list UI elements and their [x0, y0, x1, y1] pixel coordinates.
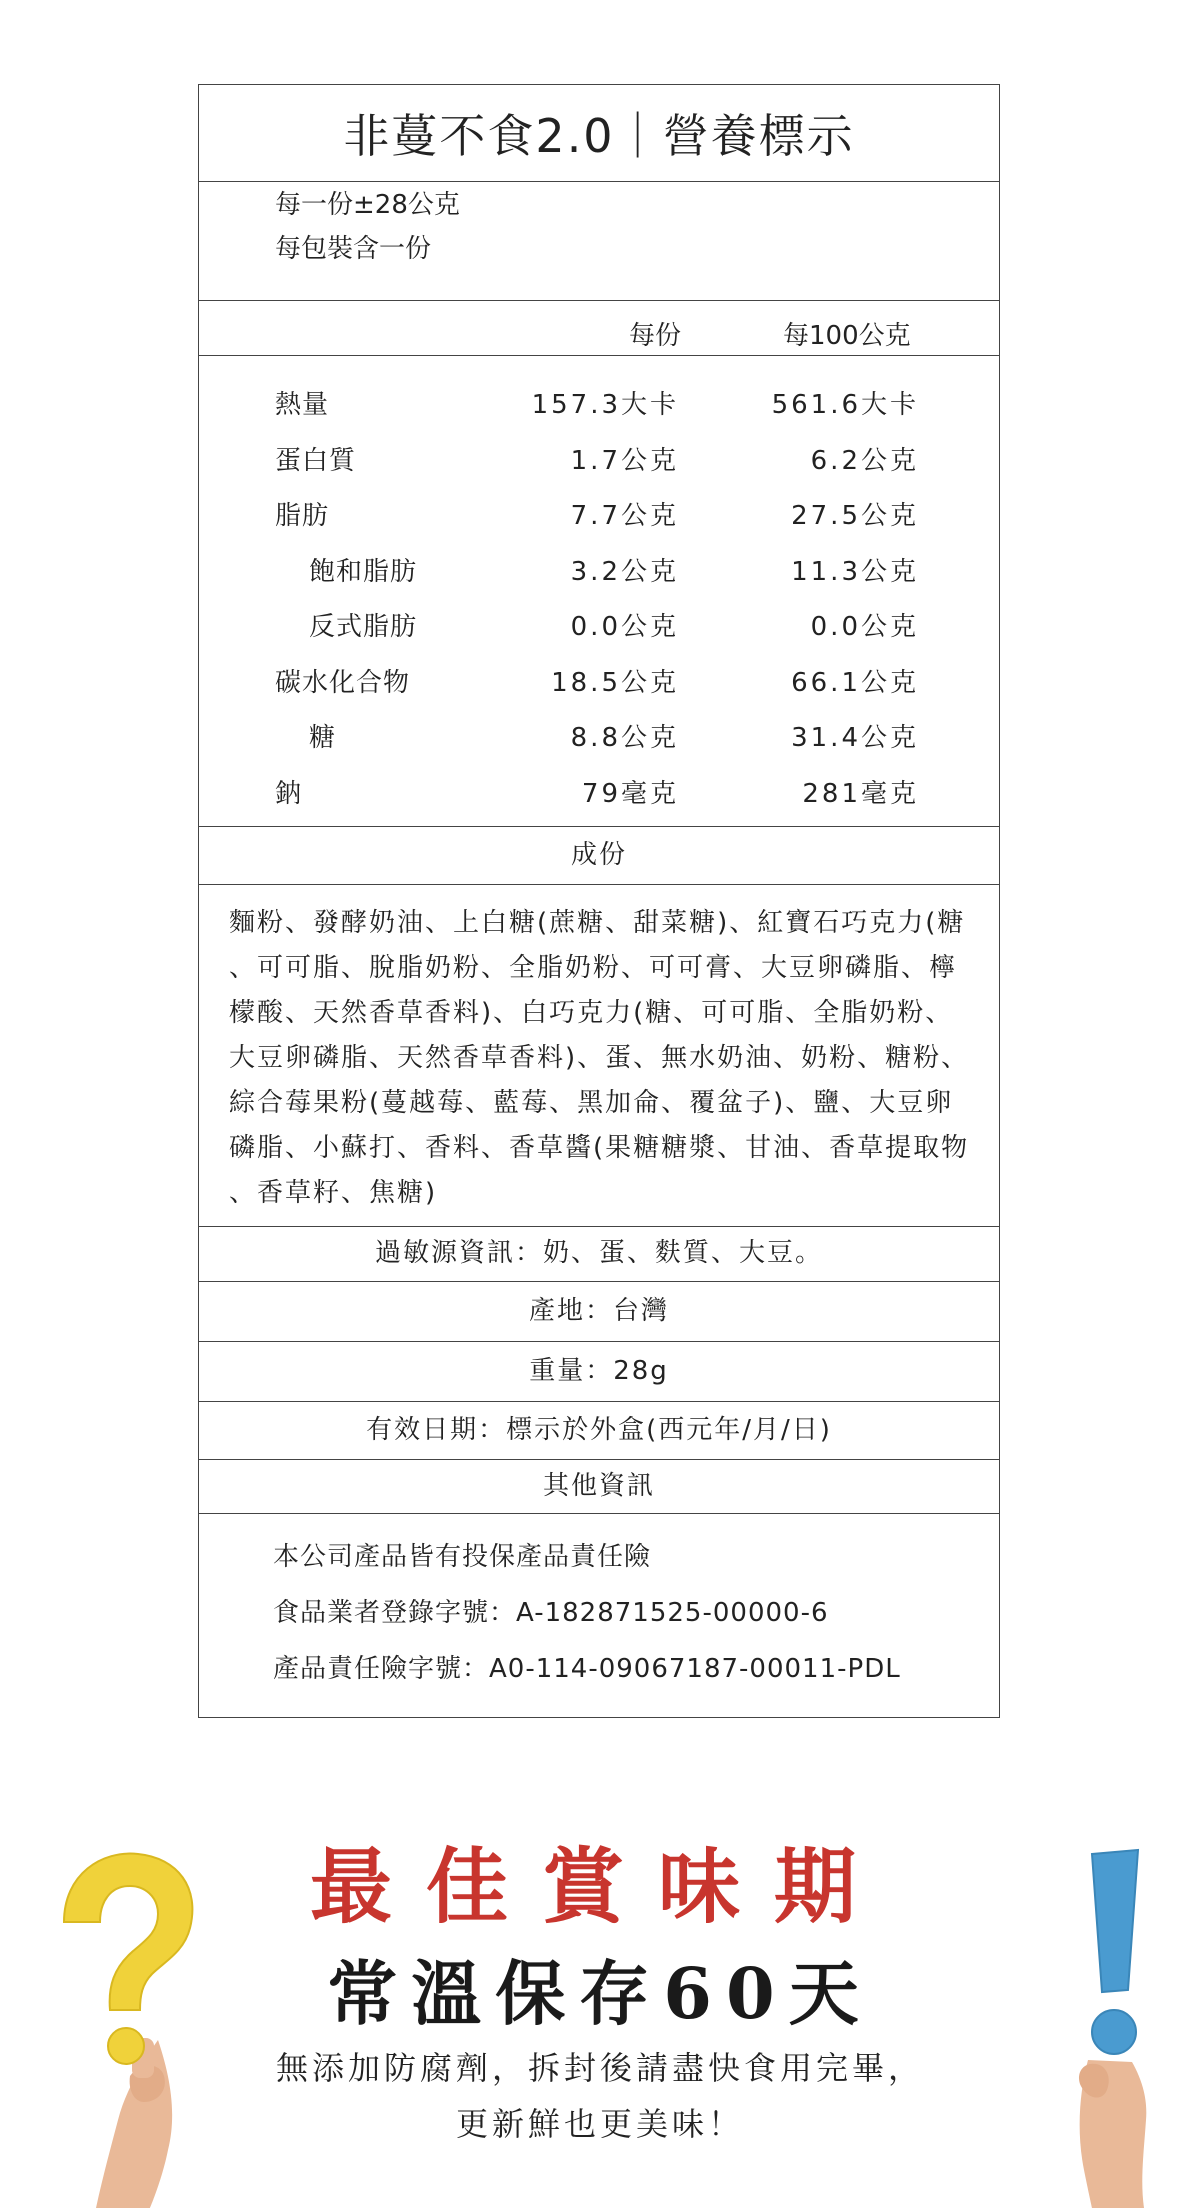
- nutrient-label: 蛋白質: [275, 446, 357, 476]
- promo-description: [0, 2040, 1200, 2152]
- other-info-heading: 其他資訊: [542, 1471, 655, 1501]
- column-header-per-serving: 每份: [629, 321, 682, 351]
- column-header-per-100g: 每100公克: [783, 321, 911, 351]
- value-per-100g: 11.3公克: [791, 557, 919, 587]
- column-header-row: [199, 303, 999, 357]
- nutrient-label: 反式脂肪: [309, 612, 418, 642]
- nutrient-label: 碳水化合物: [275, 668, 411, 698]
- serving-info: [275, 183, 999, 271]
- ingredients-line: 檬酸、天然香草香料)、白巧克力(糖、可可脂、全脂奶粉、: [229, 998, 954, 1028]
- nutrition-row: [199, 377, 999, 433]
- divider: [199, 1513, 999, 1514]
- other-info-list: [273, 1529, 901, 1697]
- divider: [199, 300, 999, 301]
- nutrition-row: [199, 599, 999, 655]
- value-per-serving: 79毫克: [581, 779, 679, 809]
- origin-info: 產地：台灣: [528, 1296, 669, 1326]
- other-info-line: 本公司產品皆有投保產品責任險: [273, 1542, 652, 1572]
- ingredients-line: 大豆卵磷脂、天然香草香料)、蛋、無水奶油、奶粉、糖粉、: [229, 1043, 970, 1073]
- ingredients-line: 、香草籽、焦糖): [229, 1178, 438, 1208]
- other-info-line: 產品責任險字號：A0-114-09067187-00011-PDL: [273, 1654, 901, 1684]
- value-per-100g: 27.5公克: [791, 501, 919, 531]
- storage-duration: 常溫保存60天: [327, 1952, 873, 2035]
- nutrient-label: 脂肪: [275, 501, 330, 531]
- expiry-info: 有效日期：標示於外盒(西元年/月/日): [366, 1415, 832, 1445]
- nutrition-row: [199, 544, 999, 600]
- value-per-serving: 8.8公克: [570, 723, 679, 753]
- serving-size: 每一份±28公克: [275, 190, 460, 220]
- page-title: 非蔓不食2.0｜營養標示: [343, 109, 855, 163]
- weight-info: 重量：28g: [529, 1356, 669, 1386]
- nutrition-row: [199, 488, 999, 544]
- nutrition-row: [199, 766, 999, 822]
- promo-description-line: 更新鮮也更美味！: [455, 2105, 744, 2143]
- nutrient-label: 飽和脂肪: [309, 557, 418, 587]
- value-per-serving: 1.7公克: [570, 446, 679, 476]
- nutrient-label: 糖: [309, 723, 337, 753]
- servings-per-package: 每包裝含一份: [275, 234, 432, 264]
- ingredients-line: 磷脂、小蘇打、香料、香草醬(果糖糖漿、甘油、香草提取物: [229, 1133, 970, 1163]
- nutrition-row: [199, 655, 999, 711]
- value-per-serving: 7.7公克: [570, 501, 679, 531]
- value-per-100g: 0.0公克: [810, 612, 919, 642]
- divider: [199, 884, 999, 885]
- ingredients-line: 綜合莓果粉(蔓越莓、藍莓、黑加侖、覆盆子)、鹽、大豆卵: [229, 1088, 954, 1118]
- ingredients-line: 、可可脂、脫脂奶粉、全脂奶粉、可可膏、大豆卵磷脂、檸: [229, 953, 958, 983]
- divider: [199, 181, 999, 182]
- nutrient-label: 鈉: [275, 779, 303, 809]
- nutrient-label: 熱量: [275, 390, 330, 420]
- nutrition-label-panel: [198, 84, 1000, 1718]
- ingredients-list: [229, 901, 979, 1216]
- nutrition-row: [199, 710, 999, 766]
- divider: [199, 355, 999, 356]
- promo-description-line: 無添加防腐劑，拆封後請盡快食用完畢，: [275, 2049, 924, 2087]
- allergen-info: 過敏源資訊：奶、蛋、麩質、大豆。: [374, 1238, 823, 1268]
- nutrition-row: [199, 433, 999, 489]
- value-per-serving: 18.5公克: [551, 668, 679, 698]
- best-before-heading: 最佳賞味期: [309, 1839, 890, 1935]
- value-per-100g: 31.4公克: [791, 723, 919, 753]
- value-per-serving: 157.3大卡: [531, 390, 679, 420]
- other-info-line: 食品業者登錄字號：A-182871525-00000-6: [273, 1598, 829, 1628]
- value-per-100g: 66.1公克: [791, 668, 919, 698]
- ingredients-line: 麵粉、發酵奶油、上白糖(蔗糖、甜菜糖)、紅寶石巧克力(糖: [229, 908, 966, 938]
- value-per-100g: 561.6大卡: [771, 390, 919, 420]
- value-per-serving: 3.2公克: [570, 557, 679, 587]
- value-per-100g: 281毫克: [802, 779, 919, 809]
- ingredients-heading: 成份: [570, 840, 627, 870]
- value-per-100g: 6.2公克: [810, 446, 919, 476]
- value-per-serving: 0.0公克: [570, 612, 679, 642]
